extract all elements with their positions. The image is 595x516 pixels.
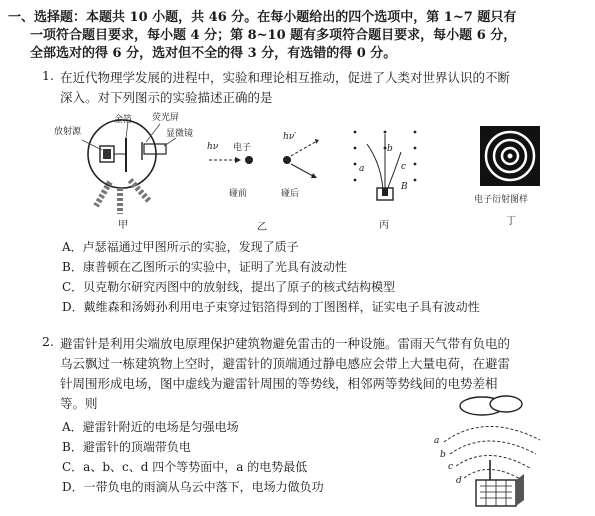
figure-jia: [54, 110, 200, 231]
section-line-3: 全部选对的得 6 分，选对但不全的得 3 分，有选错的得 0 分。: [30, 46, 397, 61]
label-diffraction: 电子衍射图样: [474, 195, 529, 205]
figure-caption-jia: 甲: [118, 220, 128, 231]
label-source: 放射源: [54, 127, 82, 137]
option-a: A．避雷针附近的电场是匀强电场: [62, 420, 239, 434]
question-number: 2.: [42, 334, 54, 349]
option-d: D．一带负电的雨滴从乌云中落下，电场力做负功: [62, 480, 324, 494]
label-b: b: [440, 450, 446, 460]
diffraction-pattern: [480, 126, 540, 186]
label-foil: 金箔: [114, 115, 133, 125]
option-c: C．贝克勒尔研究丙图中的放射线，提出了原子的核式结构模型: [62, 280, 396, 294]
label-B: B: [401, 182, 408, 192]
label-hv-prime: hν′: [283, 132, 297, 142]
question-stem-line-1: 在近代物理学发展的进程中，实验和理论相互推动，促进了人类对世界认识的不断: [60, 70, 511, 85]
section-header: [8, 0, 588, 60]
lightning-rod-figure: [430, 392, 570, 512]
label-electron: 电子: [233, 143, 252, 153]
option-b: B．康普顿在乙图所示的实验中，证明了光具有波动性: [62, 260, 347, 274]
label-screen: 荧光屏: [152, 113, 180, 123]
figure-caption-ding: 丁: [506, 216, 516, 227]
label-hv: hν: [207, 142, 219, 152]
label-after: 碰后: [281, 189, 300, 199]
label-before: 碰前: [229, 189, 248, 199]
figure-ding: [470, 120, 560, 232]
figure-caption-bing: 丙: [379, 220, 389, 231]
option-c: C．a、b、c、d 四个等势面中，a 的电势最低: [62, 460, 308, 474]
question-stem-line-4: 等。则: [60, 396, 98, 411]
question-1: [0, 60, 595, 320]
compton-scattering-diagram: [205, 132, 325, 202]
label-d: d: [456, 476, 462, 486]
label-microscope: 显微镜: [166, 129, 194, 139]
label-a: a: [434, 436, 440, 446]
option-d: D．戴维森和汤姆孙利用电子束穿过铝箔得到的丁图图样，证实电子具有波动性: [62, 300, 480, 314]
figure-bing: [345, 124, 425, 230]
question-number: 1.: [42, 68, 54, 83]
question-stem-line-2: 乌云飘过一栋建筑物上空时，避雷针的顶端通过静电感应会带上大量电荷，在避雷: [60, 356, 511, 371]
figure-yi: [205, 132, 325, 232]
label-c: c: [401, 162, 407, 172]
question-stem-line-1: 避雷针是利用尖端放电原理保护建筑物避免雷击的一种设施。雷雨天气带有负电的: [60, 336, 511, 351]
radiation-field-diagram: [345, 124, 425, 204]
section-line-2: 一项符合题目要求，每小题 4 分；第 8~10 题有多项符合题目要求，每小题 6 分，: [30, 28, 517, 43]
option-b: B．避雷针的顶端带负电: [62, 440, 191, 454]
label-a: a: [359, 164, 365, 174]
question-2: [0, 330, 595, 512]
question-stem-line-3: 针周围形成电场，图中虚线为避雷针周围的等势线，相邻两等势线间的电势差相: [60, 376, 498, 391]
question-stem-line-2: 深入。对下列图示的实验描述正确的是: [60, 90, 273, 105]
label-c: c: [448, 462, 454, 472]
option-a: A．卢瑟福通过甲图所示的实验，发现了质子: [62, 240, 299, 254]
figure-caption-yi: 乙: [257, 222, 267, 233]
label-b: b: [387, 144, 393, 154]
section-line-1: 一、选择题：本题共 10 小题，共 46 分。在每小题给出的四个选项中，第 1~7 题只有: [8, 10, 517, 25]
lightning-rod-diagram: [430, 392, 570, 512]
